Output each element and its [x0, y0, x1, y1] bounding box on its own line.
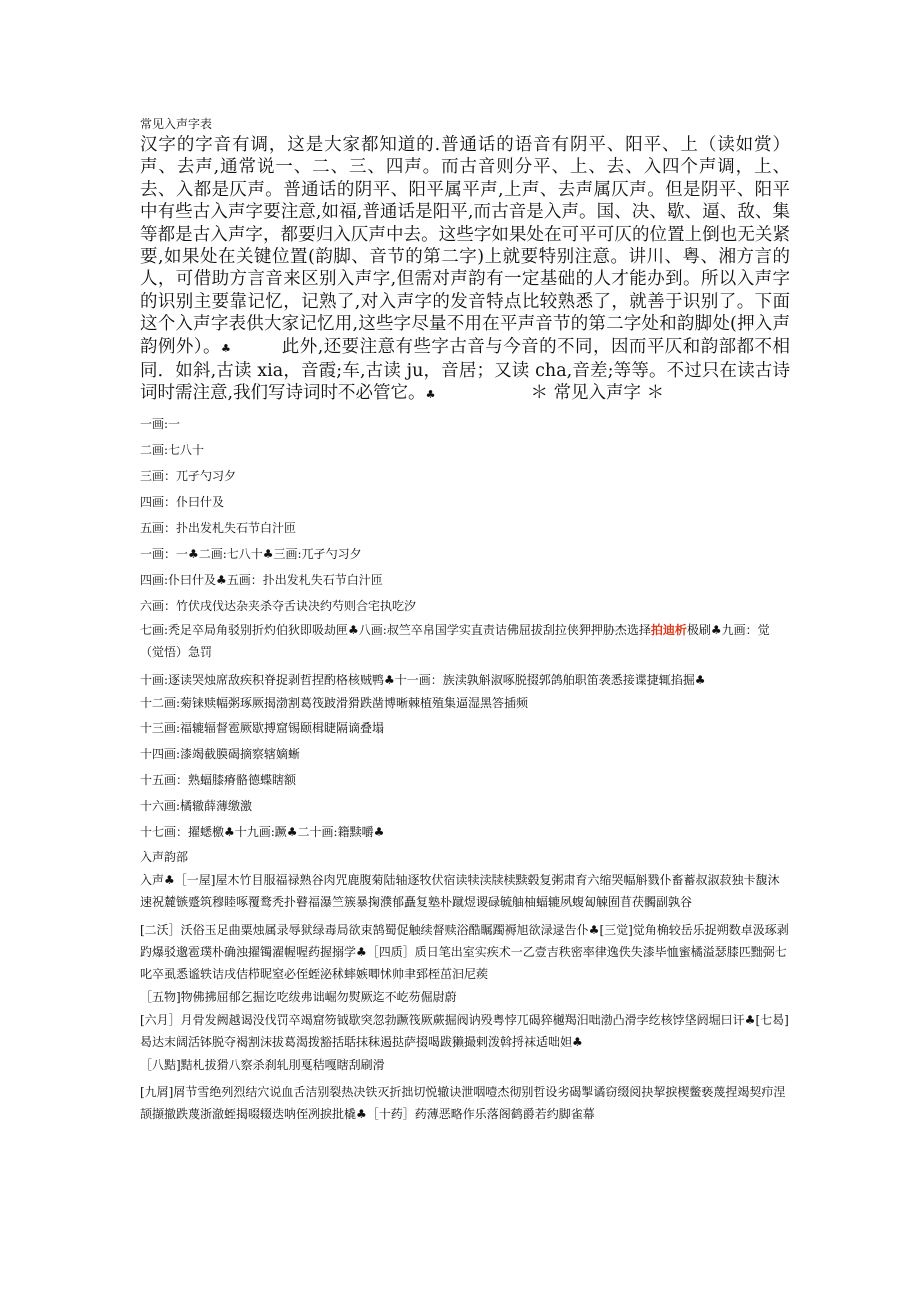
- stroke-line: 十三画:福辘辐督雹厥歇搏窟锡颐楫睫隔谪叠塌: [140, 720, 385, 735]
- stroke-line: 十七画：擢蟋檄♣十九画:蹶♣二十画:籍黩嚼♣: [140, 824, 385, 839]
- section-heading: ＊ 常见入声字 ＊: [530, 383, 665, 404]
- rhyme-list: [140, 869, 790, 1125]
- stroke-line-seven: [140, 619, 790, 663]
- rhyme-paragraph: 入声♣［一屋]屋木竹目服福禄熟谷肉咒鹿腹菊陆轴逐牧伏宿读犊渎牍椟黩毂复粥肃育六缩哭幅斛戮仆畜蓄叔淑菽独卡馥沐速祝麓镞蹙筑穆睦啄覆鹜秃扑瞽福瀑竺簇暴掬濮郁矗复塾朴蹴煜谡碌毓舳柚蝠辘夙蝮匐觫囿苜茯髑副孰谷: [140, 872, 780, 909]
- stroke-seven-tail: 极刷♣九画：觉（觉悟）急罚: [140, 622, 770, 659]
- rhyme-paragraph: ［八黠]黠札拔猾八察杀刹轧刖戛秸嘎瞎刮刷滑: [140, 1057, 385, 1072]
- document-title: 常见入声字表: [140, 117, 213, 131]
- stroke-line: 十六画:橘辙薛薄缴激: [140, 798, 253, 813]
- stroke-seven-text: 七画:秃足卒局角驳别折灼伯狄即吸劫匣♣八画:叔竺卒帛国学实直责诘佛屈拔刮拉侠狎押胁杰选择: [140, 622, 651, 637]
- stroke-line: 十画:逐读哭烛席敌疾积脊捉剥哲捏酌格核贼鸭♣十一画：族渎孰斛淑啄脱掇郭鸽舶职笛袭悉接谍捷辄掐掘♣: [140, 672, 706, 687]
- stroke-line: 十二画:菊铼赎幅粥琢厥揭渤割葛筏跛滑猾跌凿博晰棘植殖集逼湿黑答插频: [140, 695, 529, 710]
- stroke-list: [140, 411, 790, 845]
- intro-text: 汉字的字音有调，这是大家都知道的.普通话的语音有阴平、阳平、上（读如赏）声、去声,通常说一、二、三、四声。而古音则分平、上、去、入四个声调，上、去、入都是仄声。普通话的阴平、阳平属平声,上声、去声属仄声。但是阴平、阳平中有些古入声字要注意,如福,普通话是阳平,而古音是入声。国、决、歇、逼、敌、集等都是古入声字，都要归入仄声中去。这些字如果处在可平可仄的位置上倒也无关紧要,如果处在关键位置(韵脚、音节的第二字)上就要特别注意。讲川、粤、湘方言的人，可借助方言音来区别入声字,但需对声韵有一定基础的人才能办到。所以入声字的识别主要靠记忆，记熟了,对入声字的发音特点比较熟悉了，就善于识别了。下面这个入声字表供大家记忆用,这些字尽量不用在平声音节的第二字处和韵脚处(押入声韵例外）。: [140, 135, 790, 357]
- intro-tail-text: 此外,还要注意有些字古音与今音的不同，因而平仄和韵部都不相同．如斜,古读 xia，音霞;车,古读 ju，音居；又读 cha,音差;等等。不过只在读古诗词时需注意,我们写诗词时不必管它。: [140, 336, 791, 404]
- club-mark-icon: ♣: [425, 388, 436, 402]
- stroke-line: 一画:一: [140, 416, 181, 431]
- stroke-line: 六画：竹伏戌伐达杂夹杀夺舌诀决约芍则合宅执吃汐: [140, 598, 417, 613]
- rhyme-title: 入声韵部: [140, 849, 189, 864]
- stroke-line: 三画：兀孑勺习夕: [140, 468, 237, 483]
- stroke-line: 十四画:漆竭截膜碣摘察辖嫡蜥: [140, 746, 301, 761]
- stroke-line: 十五画：熟蝠膝瘠骼德蝶瞎额: [140, 772, 297, 787]
- stroke-line: 一画：一♣二画:七八十♣三画:兀孑勺习夕: [140, 546, 362, 561]
- rhyme-paragraph: ［五物]物佛拂屈郁乞掘讫吃绂弗诎崛勿熨厥迄不屹芴倔尉蔚: [140, 989, 457, 1004]
- intro-paragraph: [140, 134, 790, 407]
- stroke-line: 二画:七八十: [140, 442, 205, 457]
- rhyme-paragraph: [九屑]屑节雪绝列烈结穴说血舌洁别裂热决铁灭折拙切悦辙诀泄咽噎杰彻别哲设劣碣掣谲窃缀阅抉挈捩楔鳖亵蔑捏竭契疖涅颉撷撤跌蔑浙澈蛭揭啜辍迭呐侄冽捩批橇♣［十药］药薄恶略作乐落阁鹤爵若约脚雀幕: [140, 1084, 786, 1121]
- club-mark-icon: ♣: [221, 341, 232, 355]
- rhyme-paragraph: [六月］月骨发阙越谒没伐罚卒竭窟笏钺歇突忽勃蹶筏厥蕨掘阀讷殁粤悖兀碣猝樾羯汨咄渤凸滑孛纥核饽垡阏堀曰讦♣[七曷]曷达末阔活钵脱夺褐割沫拔葛渴拨豁括聒抹秣遏挞萨掇喝跋獭撮剌泼斡捋袜适咄妲♣: [140, 1012, 789, 1049]
- highlight-text: 拍迪析: [650, 622, 687, 637]
- stroke-line: 四画:仆曰什及♣五画：扑出发札失石节白汁匝: [140, 572, 383, 587]
- stroke-line: 四画：仆曰什及: [140, 494, 225, 509]
- stroke-line: 五画：扑出发札失石节白汁匝: [140, 520, 297, 535]
- document-page: [140, 114, 790, 1125]
- rhyme-paragraph: [二沃］沃俗玉足曲粟烛属录辱狱绿毒局欲束鹄蜀促触续督赎浴酷瞩躅褥旭欲渌逯告仆♣[三觉]觉角桷较岳乐捉朔数卓汲琢剥趵爆驳邈雹璞朴确浊擢镯濯幄喔药握搦学♣［四质］质日笔出室实疾术一乙壹吉秩密率律逸佚失漆毕恤蜜橘溢瑟膝匹黜弼七叱卒虱悉谧轶诘戌佶栉昵窒必侄蛭泌秫蟀嫉唧怵帅聿郅桎茁汩尼蒺: [140, 922, 789, 981]
